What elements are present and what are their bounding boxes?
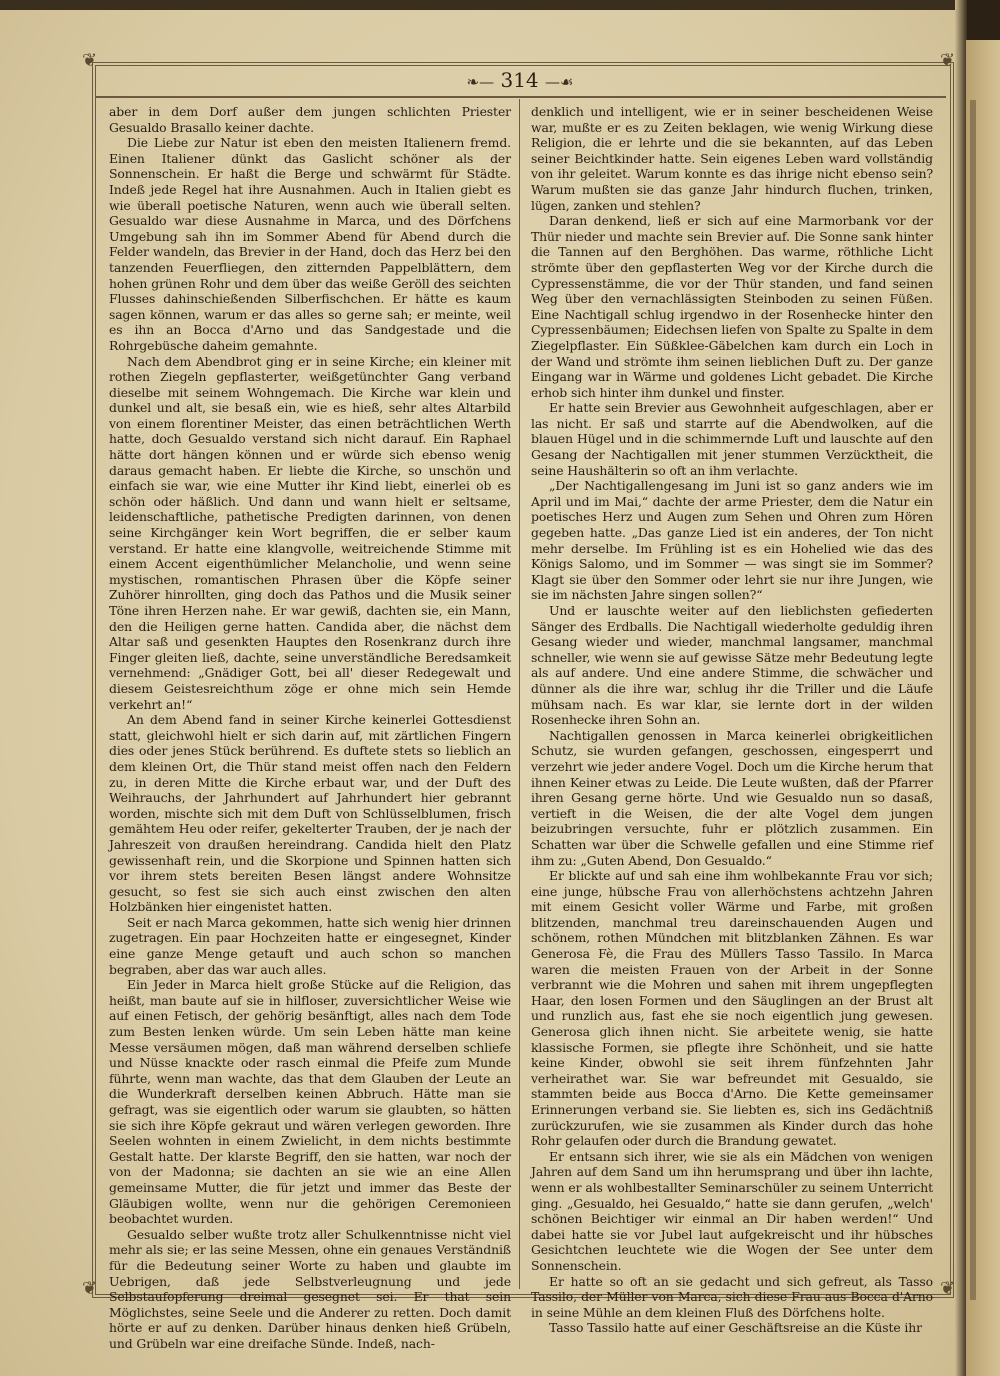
paragraph: Er entsann sich ihrer, wie sie als ein Mädchen von wenigen Jahren auf dem Sand um ihn herumsprang und über ihn lachte, wenn er als wohlbestallter Seminarschüler zu seinem Unterricht ging. „Gesualdo, hei Gesualdo,“ hatte sie dann gerufen, „welch' schönen Beichtiger wir einmal an Dir haben werden!“ Und dabei hatte sie vor Jubel laut aufgekreischt und ihr hübsches Gesichtchen leuchtete wie die Wogen der See unter dem Sonnenschein. [531,1148,933,1273]
paragraph: An dem Abend fand in seiner Kirche keinerlei Gottesdienst statt, gleichwohl hielt er sich darin auf, mit zärtlichen Fingern dies oder jenes Stück berührend. Es duftete stets so lieblich an dem kleinen Ort, die Thür stand meist offen nach den Feldern zu, in deren Mitte die Kirche erbaut war, und der Duft des Weihrauchs, der Jahrhundert auf Jahrhundert hier gebrannt worden, mischte sich mit dem Duft von Schlüsselblumen, frisch gemähtem Heu oder reifer, gekelterter Trauben, der je nach der Jahreszeit von draußen hereindrang. Candida hielt den Platz gewissenhaft rein, und die Skorpione und Spinnen hatten sich vor ihrem stets bereiten Besen längst andere Wohnsitze gesucht, so fest sie sich auch einst zwischen den alten Holzbänken hier eingenistet hatten. [109,712,511,915]
paragraph: „Der Nachtigallengesang im Juni ist so ganz anders wie im April und im Mai,“ dachte der arme Priester, dem die Natur ein poetisches Herz und Augen zum Sehen und Ohren zum Hören gegeben hatte. „Das ganze Lied ist ein anderes, der Ton nicht mehr derselbe. Im Frühling ist es ein Hohelied wie das des Königs Salomo, und im Sommer — was singt sie im Sommer? Klagt sie über den Sommer oder lehrt sie nur ihre Jungen, wie sie im nächsten Jahre singen sollen?“ [531,478,933,603]
text-column-right [531,104,933,1336]
paragraph: Er blickte auf und sah eine ihm wohlbekannte Frau vor sich; eine junge, hübsche Frau von allerhöchstens achtzehn Jahren mit einem Gesicht voller Wärme und Farbe, mit großen blitzenden, manchmal treu dareinschauenden Augen und schönem, rothen Mündchen mit blitzblanken Zähnen. Es war Generosa Fè, die Frau des Müllers Tasso Tassilo. In Marca waren die meisten Frauen von der Arbeit in der Sonne verbrannt wie die Mohren und sahen mit ihrem ungepflegten Haar, den losen Formen und den Säuglingen an der Brust alt und runzlich aus, fast ehe sie noch eigentlich jung gewesen. Generosa glich ihnen nicht. Sie arbeitete wenig, sie hatte klassische Formen, sie pflegte ihre Schönheit, und sie hatte keine Kinder, obwohl sie seit ihrem fünfzehnten Jahr verheirathet war. Sie war befreundet mit Gesualdo, sie stammten beide aus Bocca d'Arno. Die Kette gemeinsamer Erinnerungen verband sie. Sie liebten es, sich ins Gedächtniß zurückzurufen, wie sie zusammen als Kinder durch das hohe Rohr gelaufen oder durch die Brandung gewatet. [531,868,933,1149]
top-edge [0,0,965,10]
paragraph: Nach dem Abendbrot ging er in seine Kirche; ein kleiner mit rothen Ziegeln gepflasterter, weißgetünchter Gang verband dieselbe mit seinem Wohngemach. Die Kirche war klein und dunkel und alt, sie besaß ein, wie es hieß, sehr altes Altarbild von einem florentiner Meister, das einen beträchtlichen Werth hatte, doch Gesualdo verstand sich nicht darauf. Ein Raphael hätte dort hängen können und er würde sich ebenso wenig daraus gemacht haben. Er liebte die Kirche, so unschön und einfach sie war, wie eine Mutter ihr Kind liebt, einerlei ob es schön oder häßlich. Und dann und wann hielt er seltsame, leidenschaftliche, pathetische Predigten darinnen, von denen seine Kirchgänger kein Wort begriffen, die er selber kaum verstand. Er hatte eine klangvolle, weitreichende Stimme mit einem Accent eigenthümlicher Melancholie, und wenn seine mystischen, romantischen Phrasen über die Köpfe seiner Zuhörer hinrollten, ging doch das Pathos und die Musik seiner Töne ihren Herzen nahe. Er war gewiß, dachten sie, ein Mann, den die Heiligen gerne hatten. Candida aber, die nächst dem Altar saß und gesenkten Hauptes den Rosenkranz durch ihre Finger gleiten ließ, dachte, seine unverständliche Beredsamkeit vernehmend: „Gnädiger Gott, bei all' dieser Redegewalt und diesem Geistesreichthum zöge er ohne mich sein Hemde verkehrt an!“ [109,353,511,712]
paragraph: Gesualdo selber wußte trotz aller Schulkenntnisse nicht viel mehr als sie; er las seine Messen, ohne ein genaues Verständniß für die Bedeutung seiner Worte zu haben und glaubte im Uebrigen, daß jede Selbstverleugnung und jede Selbstaufopferung dreimal gesegnet sei. Er that sein Möglichstes, seine Seele und die Anderer zu retten. Doch damit hörte er auf zu denken. Darüber hinaus denken hieß Grübeln, und Grübeln war eine dreifache Sünde. Indeß, nach- [109,1226,511,1351]
paragraph: Er hatte sein Brevier aus Gewohnheit aufgeschlagen, aber er las nicht. Er saß und starrte auf die Abendwolken, auf die blauen Hügel und in die schimmernde Luft und lauschte auf den Gesang der Nachtigallen mit jener stummen Verzücktheit, die seine Haushälterin so oft an ihm verlachte. [531,400,933,478]
page-header [440,68,600,92]
paragraph: Nachtigallen genossen in Marca keinerlei obrigkeitlichen Schutz, sie wurden gefangen, geschossen, eingesperrt und verzehrt wie jeder andere Vogel. Doch um die Kirche herum that ihnen Keiner etwas zu Leide. Die Leute wußten, daß der Pfarrer ihren Gesang gerne hörte. Und wie Gesualdo nun so dasaß, vertieft in die Weisen, die der alte Vogel dem jungen beizubringen versuchte, fuhr er plötzlich zusammen. Ein Schatten war über die Schwelle gefallen und eine Stimme rief ihm zu: „Guten Abend, Don Gesualdo.“ [531,727,933,868]
page-number: 314 [500,68,539,92]
paragraph: aber in dem Dorf außer dem jungen schlichten Priester Gesualdo Brasallo keiner dachte. [109,104,511,135]
column-divider [519,99,520,1289]
ornament-left-icon: ❧— [466,73,495,91]
adjacent-page-edge [966,40,1000,1376]
paragraph: denklich und intelligent, wie er in seiner bescheidenen Weise war, mußte er es zu Zeiten beklagen, wie wenig Wirkung diese Religion, die er lehrte und die sie bekannten, auf das Leben seiner Beichtkinder hatte. Sein eigenes Leben ward vollständig von ihr geleitet. Warum konnte es das ihrige nicht ebenso sein? Warum mußten sie das ganze Jahr hindurch fluchen, trinken, lügen, zanken und stehlen? [531,104,933,213]
corner-ornament-icon: ❦ [82,1278,98,1299]
text-column-left [109,104,511,1351]
corner-ornament-icon: ❦ [940,50,956,71]
paragraph: Daran denkend, ließ er sich auf eine Marmorbank vor der Thür nieder und machte sein Brevier auf. Die Sonne sank hinter die Tannen auf den Berghöhen. Das warme, röthliche Licht strömte über den gepflasterten Weg vor der Kirche durch die Cypressenstämme, die vor der Thür standen, und fand seinen Weg über den vernachlässigten Steinboden zu seinen Füßen. Eine Nachtigall schlug irgendwo in der Rosenhecke hinter den Cypressenbäumen; Eidechsen liefen von Spalte zu Spalte in dem Ziegelpflaster. Ein Süßklee-Gäbelchen kam durch ein Loch in der Wand und strömte ihm seinen lieblichen Duft zu. Der ganze Eingang war in Wärme und goldenes Licht gebadet. Die Kirche erhob sich hinter ihm dunkel und finster. [531,213,933,400]
paragraph: Ein Jeder in Marca hielt große Stücke auf die Religion, das heißt, man baute auf sie in hilfloser, zuversichtlicher Weise wie auf einen Fetisch, der gehörig besänftigt, alles nach dem Tode zum Besten lenken würde. Um sein Leben hätte man keine Messe versäumen mögen, daß man während derselben schliefe und Nüsse knackte oder rasch einmal die Pfeife zum Munde führte, wenn man wachte, das that dem Glauben der Leute an die Wunderkraft derselben keinen Abbruch. Hätte man sie gefragt, was sie eigentlich oder warum sie glaubten, so hätten sie sich ihre Köpfe gekraut und wären verlegen geworden. Ihre Seelen wohnten in einem Zwielicht, in dem nichts bestimmte Gestalt hatte. Der klarste Begriff, den sie hatten, war noch der von der Madonna; sie dachten an sie wie an eine Allen gemeinsame Mutter, die für jetzt und immer das Beste der Gläubigen wollte, wenn nur die gehörigen Ceremonieen beobachtet wurden. [109,977,511,1227]
corner-ornament-icon: ❦ [940,1278,956,1299]
corner-ornament-icon: ❦ [82,50,98,71]
header-rule [96,96,946,98]
paragraph: Tasso Tassilo hatte auf einer Geschäftsreise an die Küste ihr [549,1320,922,1336]
paragraph: Er hatte so oft an sie gedacht und sich gefreut, als Tasso Tassilo, der Müller von Marca, sich diese Frau aus Bocca d'Arno in seine Mühle an dem kleinen Fluß des Dörfchens holte. [531,1273,933,1320]
ornament-right-icon: —☙ [545,73,574,91]
paragraph: Und er lauschte weiter auf den lieblichsten gefiederten Sänger des Erdballs. Die Nachtigall wiederholte geduldig ihren Gesang wieder und wieder, manchmal langsamer, manchmal schneller, wie wenn sie auf gewisse Sätze mehr Bedeutung legte als auf andere. Und eine andere Stimme, die schwächer und dünner als die ihre war, schlug ihr die Triller und die Läufe mühsam nach. Es war klar, sie lernte dort in der wilden Rosenhecke ihren Sohn an. [531,603,933,728]
paragraph: Die Liebe zur Natur ist eben den meisten Italienern fremd. Einen Italiener dünkt das Gaslicht schöner als der Sonnenschein. Er haßt die Berge und schwärmt für Städte. Indeß jede Regel hat ihre Ausnahmen. Auch in Italien giebt es wie überall poetische Naturen, wenn auch wie überall selten. Gesualdo war diese Ausnahme in Marca, und des Dörfchens Umgebung sah ihn im Sommer Abend für Abend durch die Felder wandeln, das Brevier in der Hand, doch das Herz bei den tanzenden Feuerfliegen, den zitternden Pappelblättern, dem hohen grünen Rohr und dem über das weiße Geröll des seichten Flusses dahinschießenden Silberfischchen. Er hätte es kaum sagen können, warum er das alles so gerne sah; er meinte, weil es ihn an Bocca d'Arno und das Sandgestade und die Rohrgebüsche daheim gemahnte. [109,135,511,353]
paragraph: Seit er nach Marca gekommen, hatte sich wenig hier drinnen zugetragen. Ein paar Hochzeiten hatte er eingesegnet, Kinder eine ganze Menge getauft und auch schon so manchen begraben, aber das war auch alles. [109,914,511,977]
